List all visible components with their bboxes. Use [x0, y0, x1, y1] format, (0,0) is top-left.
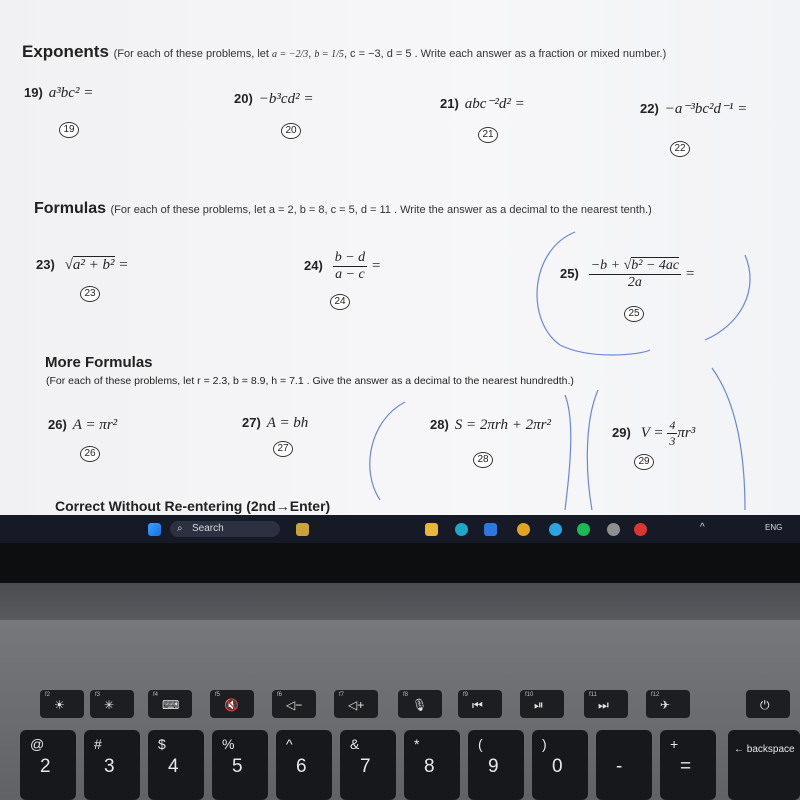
- widgets-icon[interactable]: [296, 523, 309, 536]
- function-key[interactable]: ⏻: [746, 690, 790, 718]
- answer-circle-21: 21: [478, 127, 498, 143]
- screen-bezel: [0, 543, 800, 583]
- problem-24: 24) $\frac{b - d}{a - c}$ =: [304, 250, 382, 282]
- taskbar-search[interactable]: ⌕ Search: [170, 521, 280, 537]
- more-formulas-note: (For each of these problems, let r = 2.3, b = 8.9, h = 7.1 . Give the answer as a decimal to the nearest hundredth.): [46, 375, 574, 387]
- answer-circle-19: 19: [59, 122, 79, 138]
- function-key[interactable]: f4 ⌨: [148, 690, 192, 718]
- problem-26: 26) A = πr²: [48, 417, 118, 433]
- problem-21: 21) abc⁻²d² =: [440, 96, 525, 112]
- function-key[interactable]: f3 ✳: [90, 690, 134, 718]
- answer-circle-23: 23: [80, 286, 100, 302]
- function-key[interactable]: f12 ✈: [646, 690, 690, 718]
- copilot-icon[interactable]: [549, 523, 562, 536]
- exponents-title: Exponents (For each of these problems, let a = −2/3, b = 1/5, c = −3, d = 5 . Write each answer as a fraction or mixed number.): [22, 42, 667, 61]
- key--[interactable]: -: [596, 730, 652, 800]
- key-7[interactable]: & 7: [340, 730, 396, 800]
- formulas-title: Formulas (For each of these problems, let a = 2, b = 8, c = 5, d = 11 . Write the answer as a decimal to the nearest tenth.): [34, 200, 652, 217]
- problem-28: 28) S = 2πrh + 2πr²: [430, 417, 551, 433]
- store-icon[interactable]: [484, 523, 497, 536]
- taskbar: [0, 515, 800, 543]
- chrome-icon[interactable]: [517, 523, 530, 536]
- answer-circle-28: 28: [473, 452, 493, 468]
- answer-circle-25: 25: [624, 306, 644, 322]
- function-key[interactable]: f10 ⏯: [520, 690, 564, 718]
- file-explorer-icon[interactable]: [425, 523, 438, 536]
- b-definition: b = 1/5: [314, 48, 344, 60]
- problem-19: 19) a³bc² =: [24, 85, 94, 101]
- key-2[interactable]: @ 2: [20, 730, 76, 800]
- problem-25: 25) $\frac{\text{−b + √b² − 4ac}}{2a}$ =: [560, 258, 696, 290]
- answer-circle-20: 20: [281, 123, 301, 139]
- answer-circle-26: 26: [80, 446, 100, 462]
- function-key[interactable]: f9 ⏮: [458, 690, 502, 718]
- function-key[interactable]: f2 ☀: [40, 690, 84, 718]
- function-key[interactable]: f6 ◁−: [272, 690, 316, 718]
- next-section-title: Correct Without Re-entering (2nd→Enter): [55, 498, 331, 514]
- answer-circle-22: 22: [670, 141, 690, 157]
- key-8[interactable]: * 8: [404, 730, 460, 800]
- backspace-key[interactable]: ← backspace: [728, 730, 800, 800]
- problem-29: 29) V = $\frac{4}{3}$ πr³: [612, 418, 696, 448]
- function-key[interactable]: f11 ⏭: [584, 690, 628, 718]
- key-0[interactable]: ) 0: [532, 730, 588, 800]
- key-9[interactable]: ( 9: [468, 730, 524, 800]
- a-definition: a = −2/3: [272, 48, 309, 60]
- key-6[interactable]: ^ 6: [276, 730, 332, 800]
- chevron-up-icon[interactable]: ^: [700, 522, 705, 533]
- function-key[interactable]: f8 🎙: [398, 690, 442, 718]
- app-icon[interactable]: [607, 523, 620, 536]
- problem-23: 23) √a² + b² =: [36, 257, 129, 273]
- key-3[interactable]: # 3: [84, 730, 140, 800]
- more-formulas-title: More Formulas: [45, 354, 153, 371]
- key-5[interactable]: % 5: [212, 730, 268, 800]
- answer-circle-29: 29: [634, 454, 654, 470]
- windows-start-icon[interactable]: [148, 523, 161, 536]
- key-=[interactable]: + =: [660, 730, 716, 800]
- key-4[interactable]: $ 4: [148, 730, 204, 800]
- function-key[interactable]: f7 ◁+: [334, 690, 378, 718]
- problem-27: 27) A = bh: [242, 415, 309, 431]
- answer-circle-24: 24: [330, 294, 350, 310]
- edge-icon[interactable]: [455, 523, 468, 536]
- spotify-icon[interactable]: [577, 523, 590, 536]
- answer-circle-27: 27: [273, 441, 293, 457]
- problem-22: 22) −a⁻³bc²d⁻¹ =: [640, 101, 748, 117]
- function-key[interactable]: f5 🔇: [210, 690, 254, 718]
- search-icon: ⌕: [177, 523, 183, 534]
- language-indicator[interactable]: ENG: [765, 523, 783, 532]
- red-app-icon[interactable]: [634, 523, 647, 536]
- problem-20: 20) −b³cd² =: [234, 91, 314, 107]
